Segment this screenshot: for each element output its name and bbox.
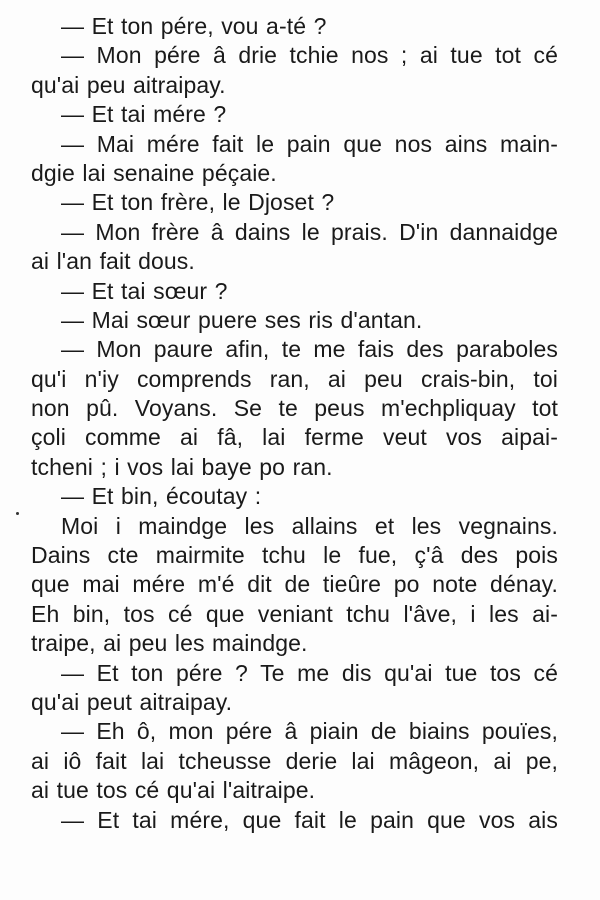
text-line: — Et ton pére, vou a-té ? [61,13,327,39]
text-line: — Et bin, écoutay : [61,483,262,510]
text-line: qu'ai peut aitraipay. [31,688,233,715]
text-line: Eh bin, tos cé que veniant tchu l'âve, i les ai- [31,600,558,627]
dialogue-text-block [28,12,558,835]
text-line: — Et tai sœur ? [61,277,228,304]
ink-speck [16,512,19,515]
text-line: dgie lai senaine péçaie. [31,159,277,186]
text-line: — Et tai mére, que fait le pain que vos ais [61,806,558,833]
text-line: qu'ai peu aitraipay. [31,71,226,98]
text-line: — Et ton frère, le Djoset ? [61,189,335,216]
text-line: — Et tai mére ? [61,101,227,128]
text-line: qu'i n'iy comprends ran, ai peu crais-bin, toi [31,365,558,392]
text-line: non pû. Voyans. Se te peus m'echpliquay tot [31,395,558,422]
text-line: — Et ton pére ? Te me dis qu'ai tue tos cé [61,659,558,686]
text-line: — Mai sœur puere ses ris d'antan. [61,306,423,333]
text-line: — Eh ô, mon pére â piain de biains pouïes, [61,718,558,745]
text-line: que mai mére m'é dit de tieûre po note dénay. [31,571,558,598]
text-line: — Mai mére fait le pain que nos ains main- [61,130,558,157]
text-line: — Mon pére â drie tchie nos ; ai tue tot cé [61,42,558,69]
text-line: tcheni ; i vos lai baye po ran. [31,453,333,480]
text-line: ai l'an fait dous. [31,248,195,275]
text-line: — Mon frère â dains le prais. D'in dannaidge [61,218,558,245]
text-line: ai tue tos cé qu'ai l'aitraipe. [31,777,316,804]
text-line: Dains cte mairmite tchu le fue, ç'â des pois [31,542,558,569]
text-line: traipe, ai peu les maindge. [31,630,308,657]
text-line: — Mon paure afin, te me fais des paraboles [61,336,558,363]
text-line: Moi i maindge les allains et les vegnains. [61,512,558,539]
text-line: çoli comme ai fâ, lai ferme veut vos aipai- [31,424,558,451]
text-line: ai iô fait lai tcheusse derie lai mâgeon, ai pe, [31,747,558,774]
